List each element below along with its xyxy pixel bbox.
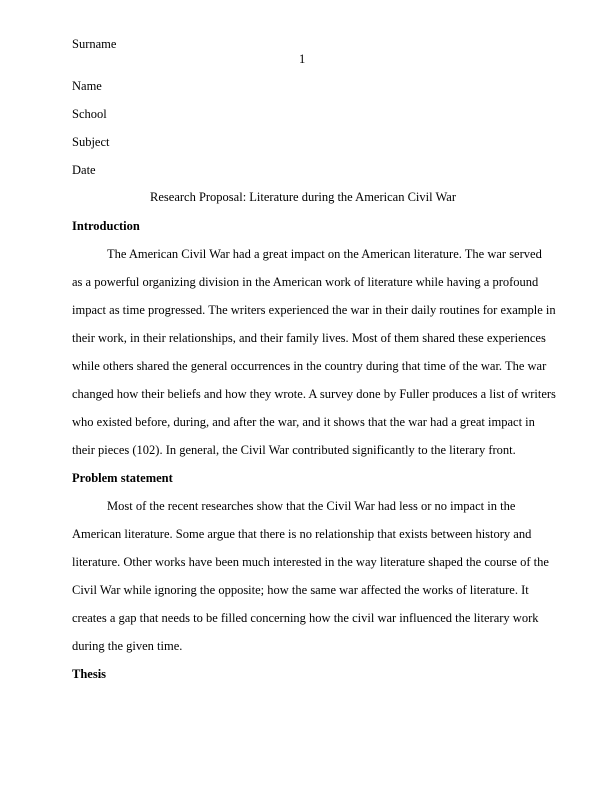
meta-date: Date: [72, 163, 96, 177]
paragraph-line: Civil War while ignoring the opposite; how the same war affected the works of literature. It: [72, 583, 529, 597]
document-title: Research Proposal: Literature during the American Civil War: [150, 190, 456, 204]
header-surname: Surname: [72, 37, 117, 51]
section-heading-problem-statement: Problem statement: [72, 471, 173, 485]
paragraph-line: literature. Other works have been much interested in the way literature shaped the course of the: [72, 555, 549, 569]
meta-school: School: [72, 107, 107, 121]
paragraph-line: changed how their beliefs and how they wrote. A survey done by Fuller produces a list of writers: [72, 387, 556, 401]
paragraph-line: The American Civil War had a great impact on the American literature. The war served: [107, 247, 542, 261]
paragraph-line: while others shared the general occurrences in the country during that time of the war. The war: [72, 359, 547, 373]
page-number: 1: [299, 52, 306, 66]
section-heading-introduction: Introduction: [72, 219, 140, 233]
paragraph-line: American literature. Some argue that there is no relationship that exists between history and: [72, 527, 532, 541]
paragraph-line: Most of the recent researches show that the Civil War had less or no impact in the: [107, 499, 516, 513]
meta-subject: Subject: [72, 135, 110, 149]
paragraph-line: their work, in their relationships, and their family lives. Most of them shared these experiences: [72, 331, 546, 345]
meta-name: Name: [72, 79, 102, 93]
paragraph-line: as a powerful organizing division in the American work of literature while having a profound: [72, 275, 539, 289]
paragraph-line: who existed before, during, and after the war, and it shows that the war had a great impact in: [72, 415, 535, 429]
paragraph-line: during the given time.: [72, 639, 183, 653]
section-heading-thesis: Thesis: [72, 667, 107, 681]
paragraph-line: impact as time progressed. The writers experienced the war in their daily routines for example in: [72, 303, 556, 317]
paragraph-line: creates a gap that needs to be filled concerning how the civil war influenced the literary work: [72, 611, 539, 625]
paragraph-line: their pieces (102). In general, the Civil War contributed significantly to the literary front.: [72, 443, 516, 457]
